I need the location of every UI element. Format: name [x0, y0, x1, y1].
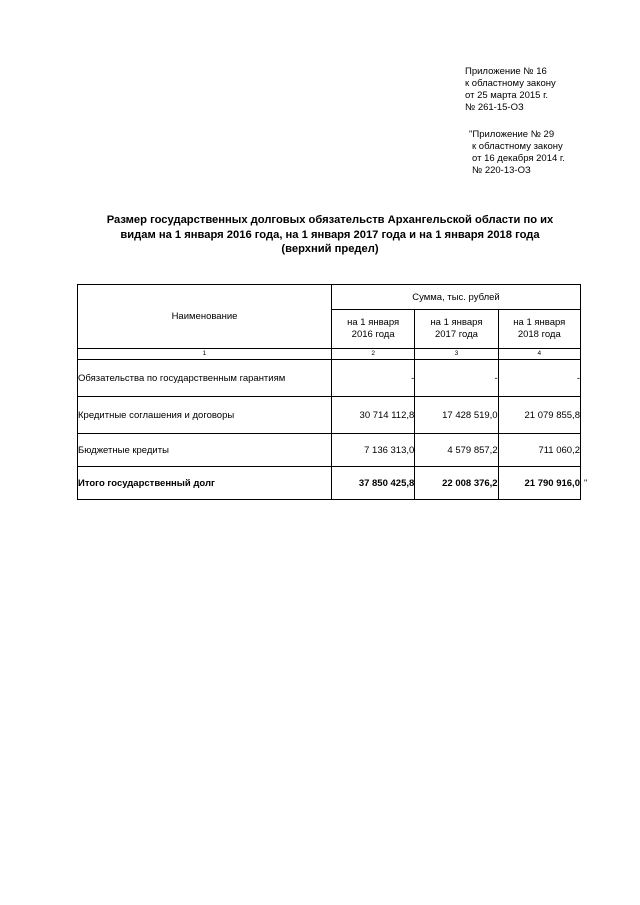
appendix-reference-current: [465, 66, 556, 114]
row-value: 711 060,2: [498, 434, 580, 467]
document-title: [60, 213, 600, 257]
table-row: [78, 434, 581, 467]
appendix-line: к областному закону: [465, 78, 556, 89]
title-line: видам на 1 января 2016 года, на 1 января 2017 года и на 1 января 2018 года: [120, 228, 540, 241]
appendix-line: к областному закону: [472, 141, 563, 152]
header-date-line: на 1 января: [347, 317, 400, 328]
row-value: -: [331, 360, 414, 397]
header-date-line: на 1 января: [430, 317, 483, 328]
column-number: 3: [415, 349, 498, 360]
table-row: [78, 360, 581, 397]
row-name: Кредитные соглашения и договоры: [78, 397, 332, 434]
header-date-2016: [331, 310, 414, 349]
closing-quote: ": [584, 478, 588, 488]
row-value: 7 136 313,0: [331, 434, 414, 467]
column-number: 4: [498, 349, 580, 360]
column-number: 2: [331, 349, 414, 360]
appendix-line: "Приложение № 29: [469, 129, 555, 140]
column-number-row: [78, 349, 581, 360]
row-value: -: [415, 360, 498, 397]
total-value: 37 850 425,8: [331, 467, 414, 500]
header-name-cell: Наименование: [78, 285, 332, 349]
header-date-line: 2018 года: [517, 329, 561, 340]
column-number: 1: [78, 349, 332, 360]
row-value: 17 428 519,0: [415, 397, 498, 434]
row-value: 21 079 855,8: [498, 397, 580, 434]
header-date-line: на 1 января: [513, 317, 566, 328]
header-date-line: 2016 года: [351, 329, 395, 340]
appendix-line: № 261-15-ОЗ: [465, 102, 524, 113]
appendix-reference-previous: [469, 129, 565, 177]
header-date-line: 2017 года: [434, 329, 478, 340]
total-value: 22 008 376,2: [415, 467, 498, 500]
row-value: 30 714 112,8: [331, 397, 414, 434]
row-value: -: [498, 360, 580, 397]
title-line: Размер государственных долговых обязательств Архангельской области по их: [106, 214, 554, 226]
table-row: [78, 397, 581, 434]
title-line: (верхний предел): [281, 243, 379, 255]
appendix-line: от 16 декабря 2014 г.: [472, 153, 565, 164]
table-header-row: [78, 285, 581, 310]
total-value: 21 790 916,0: [498, 467, 580, 500]
appendix-line: № 220-13-ОЗ: [472, 165, 531, 176]
row-value: 4 579 857,2: [415, 434, 498, 467]
header-date-2018: [498, 310, 580, 349]
header-date-2017: [415, 310, 498, 349]
appendix-line: Приложение № 16: [465, 66, 547, 77]
appendix-line: от 25 марта 2015 г.: [465, 90, 549, 101]
debt-table: [77, 284, 581, 500]
row-name: Обязательства по государственным гарантиям: [78, 360, 332, 397]
table-total-row: [78, 467, 581, 500]
row-name: Бюджетные кредиты: [78, 434, 332, 467]
header-sum-cell: Сумма, тыс. рублей: [331, 285, 580, 310]
total-name: Итого государственный долг: [78, 467, 332, 500]
